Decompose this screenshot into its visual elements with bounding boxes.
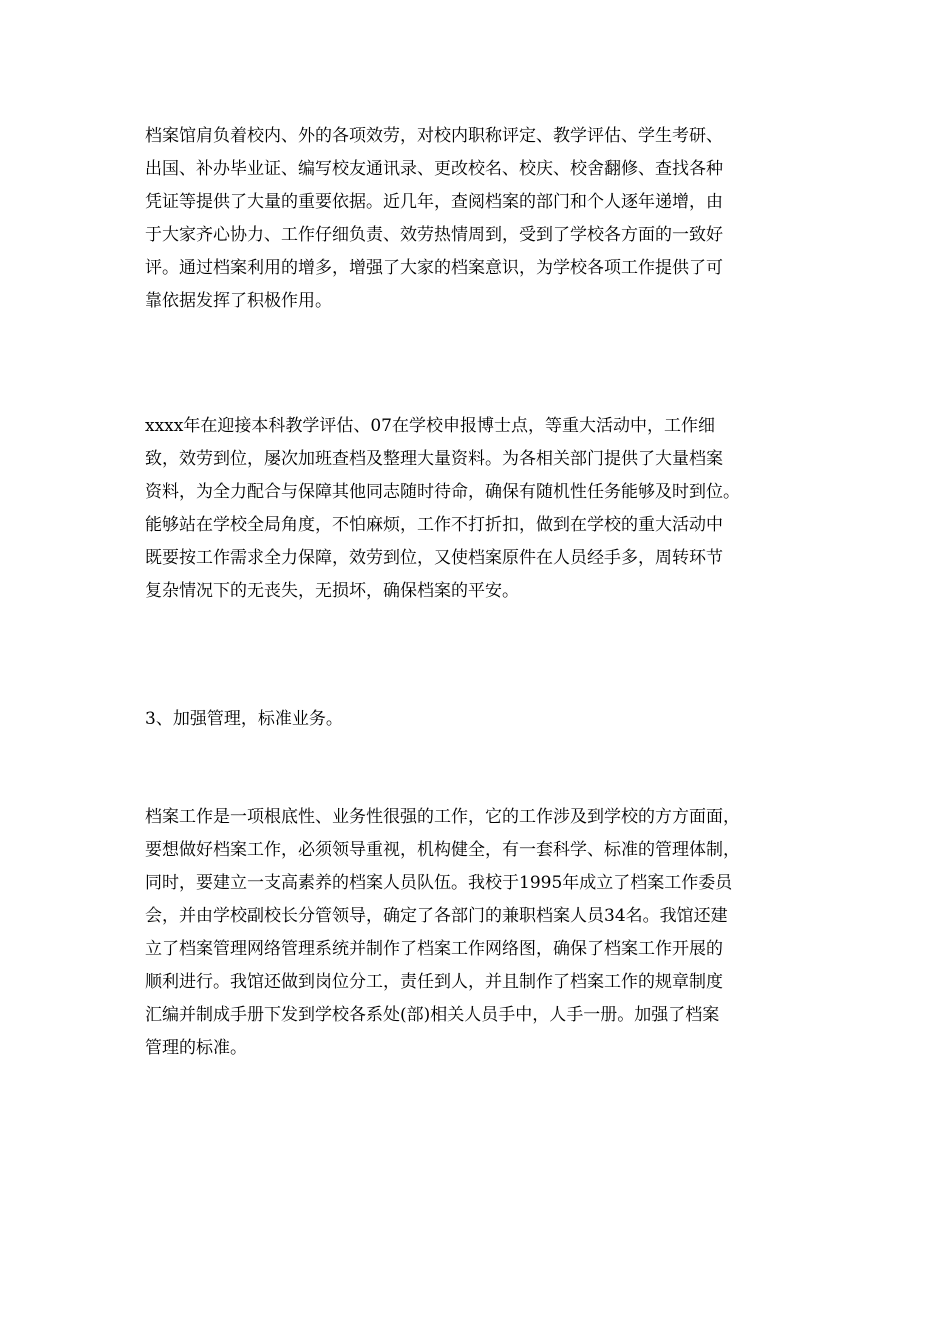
text-line: 复杂情况下的无丧失，无损坏，确保档案的平安。 — [145, 581, 519, 601]
text-line: 同时，要建立一支高素养的档案人员队伍。我校于1995年成立了档案工作委员 — [145, 873, 733, 893]
text-line: 立了档案管理网络管理系统并制作了档案工作网络图，确保了档案工作开展的 — [145, 939, 723, 959]
text-line: 凭证等提供了大量的重要依据。近几年，查阅档案的部门和个人逐年递增，由 — [145, 192, 723, 212]
section-heading — [145, 703, 825, 736]
text-line: 会，并由学校副校长分管领导，确定了各部门的兼职档案人员34名。我馆还建 — [145, 906, 728, 926]
text-line: 资料，为全力配合与保障其他同志随时待命，确保有随机性任务能够及时到位。 — [145, 482, 740, 502]
text-line: 能够站在学校全局角度，不怕麻烦，工作不打折扣，做到在学校的重大活动中 — [145, 515, 723, 535]
text-line: 要想做好档案工作，必须领导重视，机构健全，有一套科学、标准的管理体制， — [145, 840, 740, 860]
paragraph-major-events — [145, 410, 825, 608]
text-line: 管理的标准。 — [145, 1038, 247, 1058]
text-line: 既要按工作需求全力保障，效劳到位，又使档案原件在人员经手多，周转环节 — [145, 548, 723, 568]
text-line: 档案馆肩负着校内、外的各项效劳，对校内职称评定、教学评估、学生考研、 — [145, 126, 723, 146]
text-line: 档案工作是一项根底性、业务性很强的工作，它的工作涉及到学校的方方面面， — [145, 807, 740, 827]
text-line: xxxx年在迎接本科教学评估、07在学校申报博士点，等重大活动中，工作细 — [145, 416, 715, 436]
text-line: 出国、补办毕业证、编写校友通讯录、更改校名、校庆、校舍翻修、查找各种 — [145, 159, 723, 179]
text-line: 于大家齐心协力、工作仔细负责、效劳热情周到，受到了学校各方面的一致好 — [145, 225, 723, 245]
paragraph-management — [145, 801, 825, 1065]
text-line: 评。通过档案利用的增多，增强了大家的档案意识，为学校各项工作提供了可 — [145, 258, 723, 278]
paragraph-archive-services — [145, 120, 825, 318]
text-line: 汇编并制成手册下发到学校各系处(部)相关人员手中，人手一册。加强了档案 — [145, 1005, 720, 1025]
text-line: 靠依据发挥了积极作用。 — [145, 291, 332, 311]
heading-line: 3、加强管理，标准业务。 — [145, 709, 343, 729]
text-line: 致，效劳到位，屡次加班查档及整理大量资料。为各相关部门提供了大量档案 — [145, 449, 723, 469]
text-line: 顺利进行。我馆还做到岗位分工，责任到人，并且制作了档案工作的规章制度 — [145, 972, 723, 992]
